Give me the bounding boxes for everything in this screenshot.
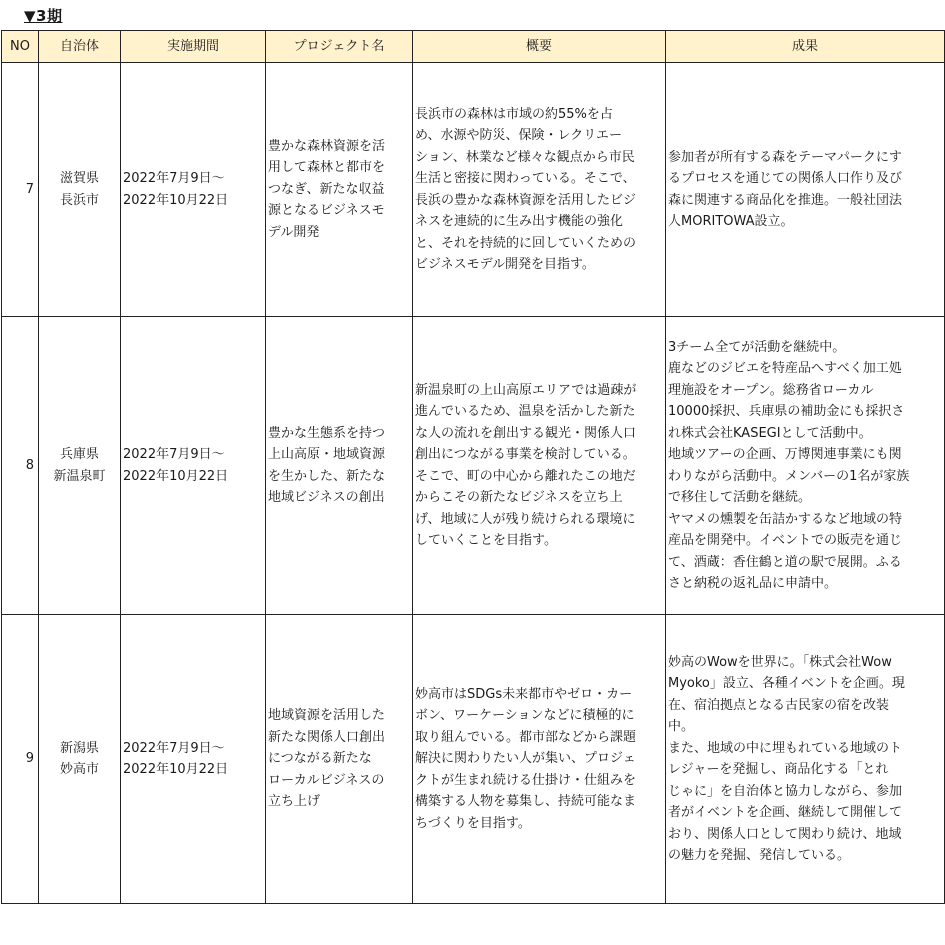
section-title: ▼3期 [24,7,63,25]
header-project-name: プロジェクト名 [266,31,413,63]
cell-project-name: 豊かな森林資源を活 用して森林と都市を つなぎ、新たな収益 源となるビジネスモ デル開発 [266,63,413,317]
cell-project-name: 地域資源を活用した 新たな関係人口創出 につながる新たな ローカルビジネスの 立ち上げ [266,615,413,904]
header-row [2,31,945,63]
cell-results: 参加者が所有する森をテーマパークにす るプロセスを通じての関係人口作り及び 森に関連する商品化を推進。一般社団法 人MORITOWA設立。 [666,63,945,317]
cell-no: 8 [2,317,39,615]
table-row [2,63,945,317]
cell-no: 7 [2,63,39,317]
cell-overview: 妙高市はSDGs未来都市やゼロ・カー ボン、ワーケーションなどに積極的に 取り組んでいる。都市部などから課題 解決に関わりたい人が集い、プロジェ クトが生まれ続ける仕掛け・仕組みを 構築する人物を募集し、持続可能なま ちづくりを目指す。 [413,615,666,904]
cell-period: 2022年7月9日～ 2022年10月22日 [121,615,266,904]
header-results: 成果 [666,31,945,63]
header-period: 実施期間 [121,31,266,63]
cell-results: 妙高のWowを世界に。「株式会社Wow Myoko」設立、各種イベントを企画。現 在、宿泊拠点となる古民家の宿を改装 中。 また、地域の中に埋もれている地域のト レジャーを発掘し、商品化する「とれ じゃに」を自治体と協力しながら、参加 者がイベントを企画、継続して開催して おり、関係人口として関わり続け、地域 の魅力を発掘、発信している。 [666,615,945,904]
cell-municipality: 新潟県 妙高市 [39,615,121,904]
header-no: NO [2,31,39,63]
table-row [2,317,945,615]
cell-no: 9 [2,615,39,904]
cell-project-name: 豊かな生態系を持つ 上山高原・地域資源 を生かした、新たな 地域ビジネスの創出 [266,317,413,615]
cell-municipality: 兵庫県 新温泉町 [39,317,121,615]
header-municipality: 自治体 [39,31,121,63]
projects-table [1,30,945,904]
cell-overview: 新温泉町の上山高原エリアでは過疎が 進んでいるため、温泉を活かした新た な人の流れを創出する観光・関係人口 創出につながる事業を検討している。 そこで、町の中心から離れたこの地だ からこその新たなビジネスを立ち上 げ、地域に人が残り続けられる環境に していくことを目指す。 [413,317,666,615]
cell-period: 2022年7月9日～ 2022年10月22日 [121,317,266,615]
table-row [2,615,945,904]
header-overview: 概要 [413,31,666,63]
cell-period: 2022年7月9日～ 2022年10月22日 [121,63,266,317]
cell-overview: 長浜市の森林は市域の約55%を占 め、水源や防災、保険・レクリエー ション、林業など様々な観点から市民 生活と密接に関わっている。そこで、 長浜の豊かな森林資源を活用したビジ ネスを連続的に生み出す機能の強化 と、それを持続的に回していくための ビジネスモデル開発を目指す。 [413,63,666,317]
cell-results: 3チーム全てが活動を継続中。 鹿などのジビエを特産品へすべく加工処 理施設をオープン。総務省ローカル 10000採択、兵庫県の補助金にも採択さ れ株式会社KASEGIとして活動中。 地域ツアーの企画、万博関連事業にも関 わりながら活動中。メンバーの1名が家族 で移住して活動を継続。 ヤマメの燻製を缶詰かするなど地域の特 産品を開発中。イベントでの販売を通じ て、酒蔵：香住鶴と道の駅で展開。ふる さと納税の返礼品に申請中。 [666,317,945,615]
cell-municipality: 滋賀県 長浜市 [39,63,121,317]
